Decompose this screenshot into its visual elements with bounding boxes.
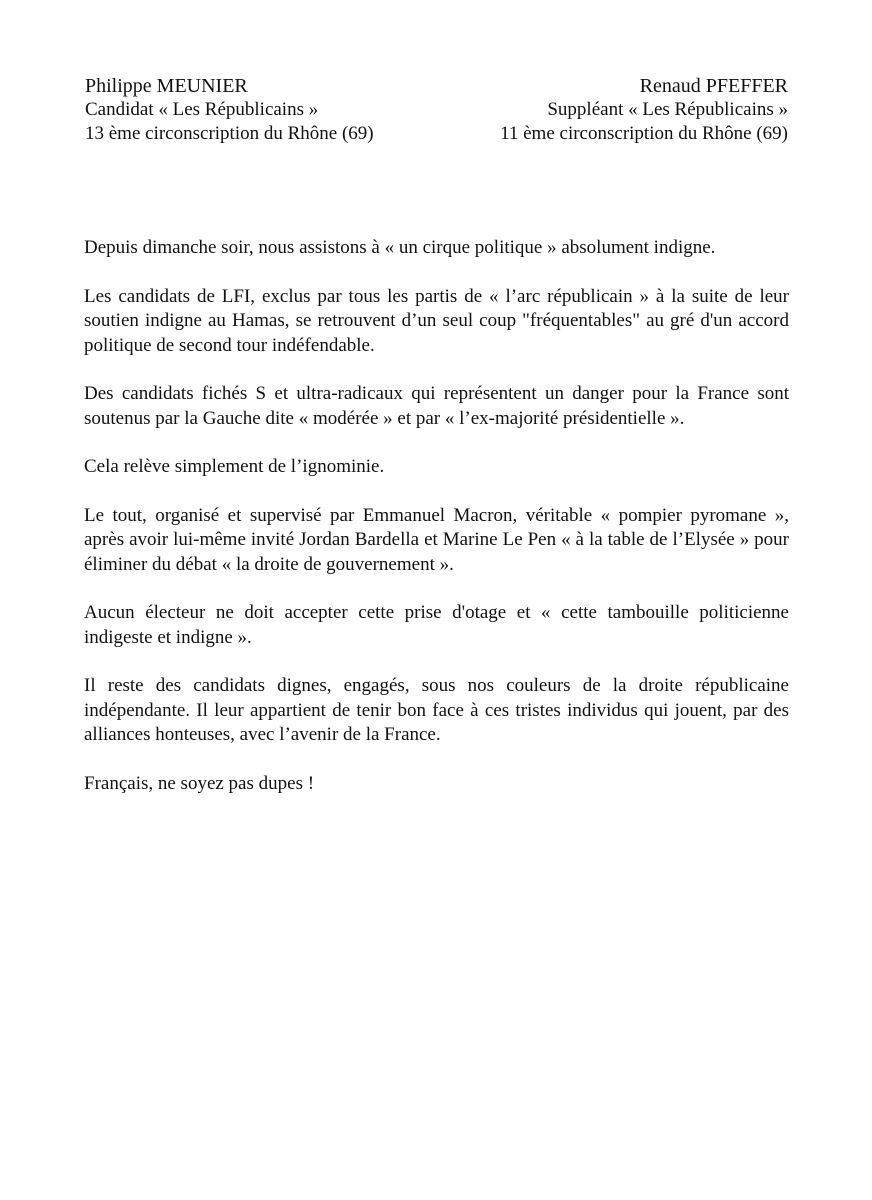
paragraph-1: Depuis dimanche soir, nous assistons à « un cirque politique » absolument indigne.	[84, 237, 716, 258]
substitute-district: 11 ème circonscription du Rhône (69)	[500, 122, 788, 144]
candidate-name: Philippe MEUNIER	[85, 75, 248, 97]
paragraph-6: Aucun électeur ne doit accepter cette prise d'otage et « cette tambouille politicienne indigeste et indigne ».	[84, 602, 789, 648]
paragraph-8: Français, ne soyez pas dupes !	[84, 772, 315, 794]
paragraph-7: Il reste des candidats dignes, engagés, sous nos couleurs de la droite républicaine indépendante. Il leur appartient de tenir bon face à ces tristes individus qui jouent, par des alliances honteuses, avec l’avenir de la France.	[84, 675, 789, 745]
candidate-block	[85, 74, 374, 145]
candidate-district: 13 ème circonscription du Rhône (69)	[85, 122, 374, 144]
substitute-role: Suppléant « Les Républicains »	[547, 99, 788, 120]
letter-header	[85, 74, 788, 145]
candidate-role: Candidat « Les Républicains »	[85, 99, 319, 120]
letter-body	[84, 236, 789, 820]
substitute-name: Renaud PFEFFER	[639, 75, 788, 97]
paragraph-4: Cela relève simplement de l’ignominie.	[84, 456, 385, 477]
paragraph-3: Des candidats fichés S et ultra-radicaux qui représentent un danger pour la France sont soutenus par la Gauche dite « modérée » et par « l’ex-majorité présidentielle ».	[84, 383, 789, 429]
paragraph-5: Le tout, organisé et supervisé par Emmanuel Macron, véritable « pompier pyromane », après avoir lui-même invité Jordan Bardella et Marine Le Pen « à la table de l’Elysée » pour éliminer du débat « la droite de gouvernement ».	[84, 504, 789, 575]
paragraph-2: Les candidats de LFI, exclus par tous les partis de « l’arc républicain » à la suite de leur soutien indigne au Hamas, se retrouvent d’un seul coup "fréquentables" au gré d'un accord politique de second tour indéfendable.	[84, 285, 789, 356]
substitute-block	[500, 74, 788, 145]
